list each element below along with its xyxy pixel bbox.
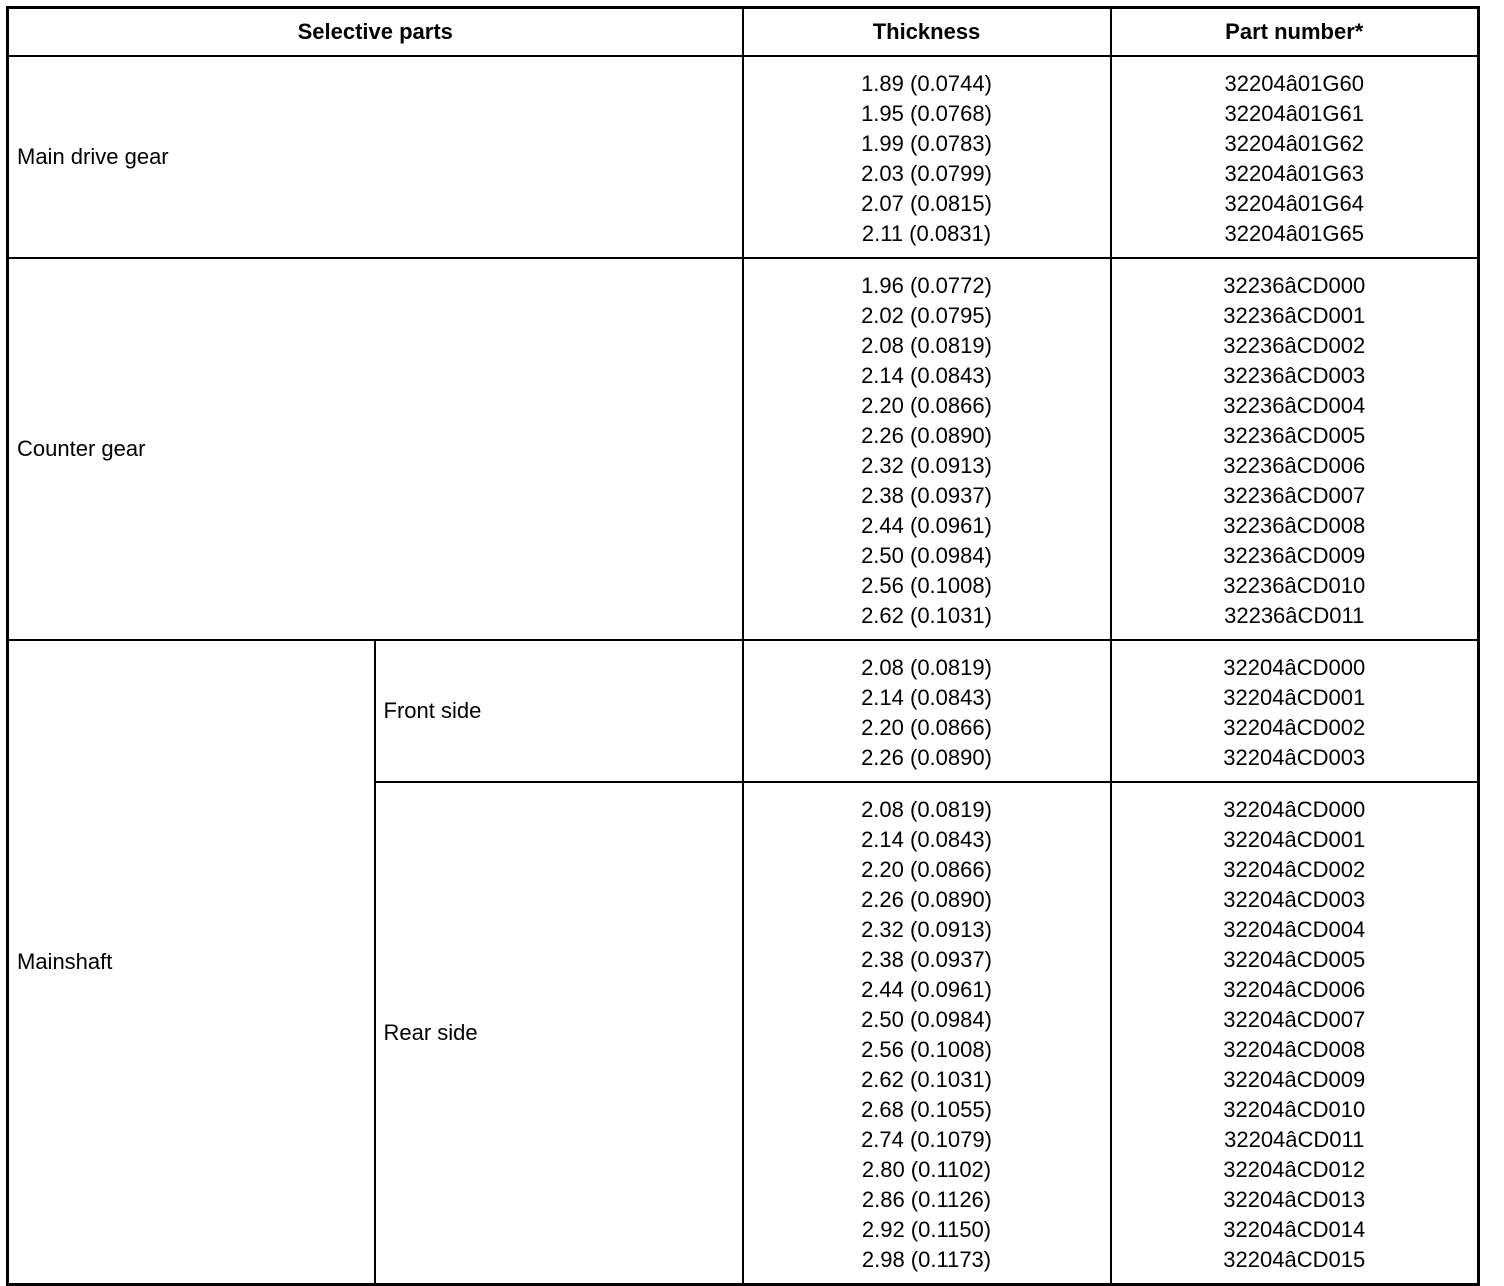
part-number-value: 32204âCD015: [1223, 1247, 1366, 1272]
thickness-value: 1.96 (0.0772): [861, 273, 992, 298]
row-label-rear-side: Rear side: [375, 782, 743, 1285]
thickness-value: 2.68 (0.1055): [861, 1097, 992, 1122]
thickness-value: 2.26 (0.0890): [861, 887, 992, 912]
part-number-value: 32236âCD003: [1223, 363, 1366, 388]
thickness-value: 2.44 (0.0961): [861, 513, 992, 538]
thickness-value: 2.20 (0.0866): [861, 393, 992, 418]
thickness-value: 2.50 (0.0984): [861, 1007, 992, 1032]
thickness-value: 2.02 (0.0795): [861, 303, 992, 328]
thickness-value: 2.74 (0.1079): [861, 1127, 992, 1152]
thickness-value: 2.56 (0.1008): [861, 1037, 992, 1062]
thickness-value: 2.38 (0.0937): [861, 483, 992, 508]
part-number-value: 32204âCD005: [1223, 947, 1366, 972]
part-number-value: 32204â01G65: [1224, 221, 1364, 246]
header-thickness: Thickness: [743, 8, 1111, 57]
thickness-value: 2.32 (0.0913): [861, 917, 992, 942]
part-number-value: 32204âCD014: [1223, 1217, 1366, 1242]
thickness-value: 2.26 (0.0890): [861, 423, 992, 448]
part-number-value: 32236âCD006: [1223, 453, 1366, 478]
header-part-number: Part number*: [1111, 8, 1479, 57]
thickness-value: 1.95 (0.0768): [861, 101, 992, 126]
part-number-cell: [1111, 640, 1479, 782]
thickness-value: 2.86 (0.1126): [861, 1187, 992, 1212]
thickness-value: 2.11 (0.0831): [861, 221, 992, 246]
part-number-value: 32204âCD013: [1223, 1187, 1366, 1212]
part-number-value: 32204âCD002: [1223, 857, 1366, 882]
thickness-value: 2.07 (0.0815): [861, 191, 992, 216]
thickness-value: 2.38 (0.0937): [861, 947, 992, 972]
part-number-value: 32204âCD001: [1223, 827, 1366, 852]
part-number-value: 32204â01G61: [1224, 101, 1364, 126]
table-row: [8, 640, 1479, 782]
thickness-value: 2.20 (0.0866): [861, 715, 992, 740]
part-number-value: 32236âCD002: [1223, 333, 1366, 358]
thickness-value: 2.14 (0.0843): [861, 685, 992, 710]
part-number-value: 32236âCD001: [1223, 303, 1366, 328]
thickness-value: 2.08 (0.0819): [861, 655, 992, 680]
part-number-value: 32204âCD002: [1223, 715, 1366, 740]
thickness-value: 2.44 (0.0961): [861, 977, 992, 1002]
part-number-value: 32236âCD008: [1223, 513, 1366, 538]
part-number-value: 32236âCD011: [1224, 603, 1365, 628]
part-number-value: 32236âCD005: [1223, 423, 1366, 448]
thickness-value: 2.50 (0.0984): [861, 543, 992, 568]
part-number-value: 32204âCD007: [1223, 1007, 1366, 1032]
part-number-value: 32204âCD004: [1223, 917, 1366, 942]
thickness-value: 2.08 (0.0819): [861, 333, 992, 358]
part-number-value: 32204âCD010: [1223, 1097, 1366, 1122]
row-label-main-drive-gear: Main drive gear: [8, 56, 743, 258]
thickness-value: 2.26 (0.0890): [861, 745, 992, 770]
thickness-value: 2.98 (0.1173): [861, 1247, 992, 1272]
table-row: [8, 56, 1479, 258]
part-number-value: 32236âCD009: [1223, 543, 1366, 568]
thickness-value: 2.14 (0.0843): [861, 363, 992, 388]
thickness-value: 1.99 (0.0783): [861, 131, 992, 156]
part-number-value: 32204âCD011: [1224, 1127, 1365, 1152]
thickness-cell: [743, 782, 1111, 1285]
part-number-value: 32236âCD007: [1223, 483, 1366, 508]
thickness-cell: [743, 56, 1111, 258]
part-number-value: 32204âCD009: [1223, 1067, 1366, 1092]
thickness-value: 2.80 (0.1102): [861, 1157, 992, 1182]
part-number-value: 32236âCD000: [1223, 273, 1366, 298]
thickness-value: 2.20 (0.0866): [861, 857, 992, 882]
thickness-value: 2.92 (0.1150): [861, 1217, 992, 1242]
thickness-value: 2.62 (0.1031): [861, 1067, 992, 1092]
part-number-cell: [1111, 782, 1479, 1285]
part-number-value: 32204âCD003: [1223, 887, 1366, 912]
part-number-cell: [1111, 56, 1479, 258]
part-number-value: 32236âCD010: [1223, 573, 1366, 598]
part-number-value: 32204âCD000: [1223, 655, 1366, 680]
thickness-value: 2.08 (0.0819): [861, 797, 992, 822]
thickness-value: 2.03 (0.0799): [861, 161, 992, 186]
table-row: [8, 258, 1479, 640]
header-row: [8, 8, 1479, 57]
part-number-value: 32204âCD000: [1223, 797, 1366, 822]
thickness-value: 2.56 (0.1008): [861, 573, 992, 598]
thickness-value: 2.32 (0.0913): [861, 453, 992, 478]
part-number-value: 32204â01G64: [1224, 191, 1364, 216]
thickness-cell: [743, 258, 1111, 640]
part-number-value: 32204âCD012: [1223, 1157, 1366, 1182]
part-number-value: 32236âCD004: [1223, 393, 1366, 418]
part-number-value: 32204âCD003: [1223, 745, 1366, 770]
part-number-value: 32204â01G62: [1224, 131, 1364, 156]
part-number-value: 32204âCD001: [1223, 685, 1366, 710]
row-label-front-side: Front side: [375, 640, 743, 782]
part-number-value: 32204â01G63: [1224, 161, 1364, 186]
row-label-counter-gear: Counter gear: [8, 258, 743, 640]
header-selective-parts: Selective parts: [8, 8, 743, 57]
part-number-value: 32204âCD008: [1223, 1037, 1366, 1062]
part-number-value: 32204â01G60: [1224, 71, 1364, 96]
selective-parts-table: [6, 6, 1480, 1286]
part-number-cell: [1111, 258, 1479, 640]
thickness-cell: [743, 640, 1111, 782]
thickness-value: 1.89 (0.0744): [861, 71, 992, 96]
row-label-mainshaft: Mainshaft: [8, 640, 375, 1285]
thickness-value: 2.14 (0.0843): [861, 827, 992, 852]
thickness-value: 2.62 (0.1031): [861, 603, 992, 628]
part-number-value: 32204âCD006: [1223, 977, 1366, 1002]
